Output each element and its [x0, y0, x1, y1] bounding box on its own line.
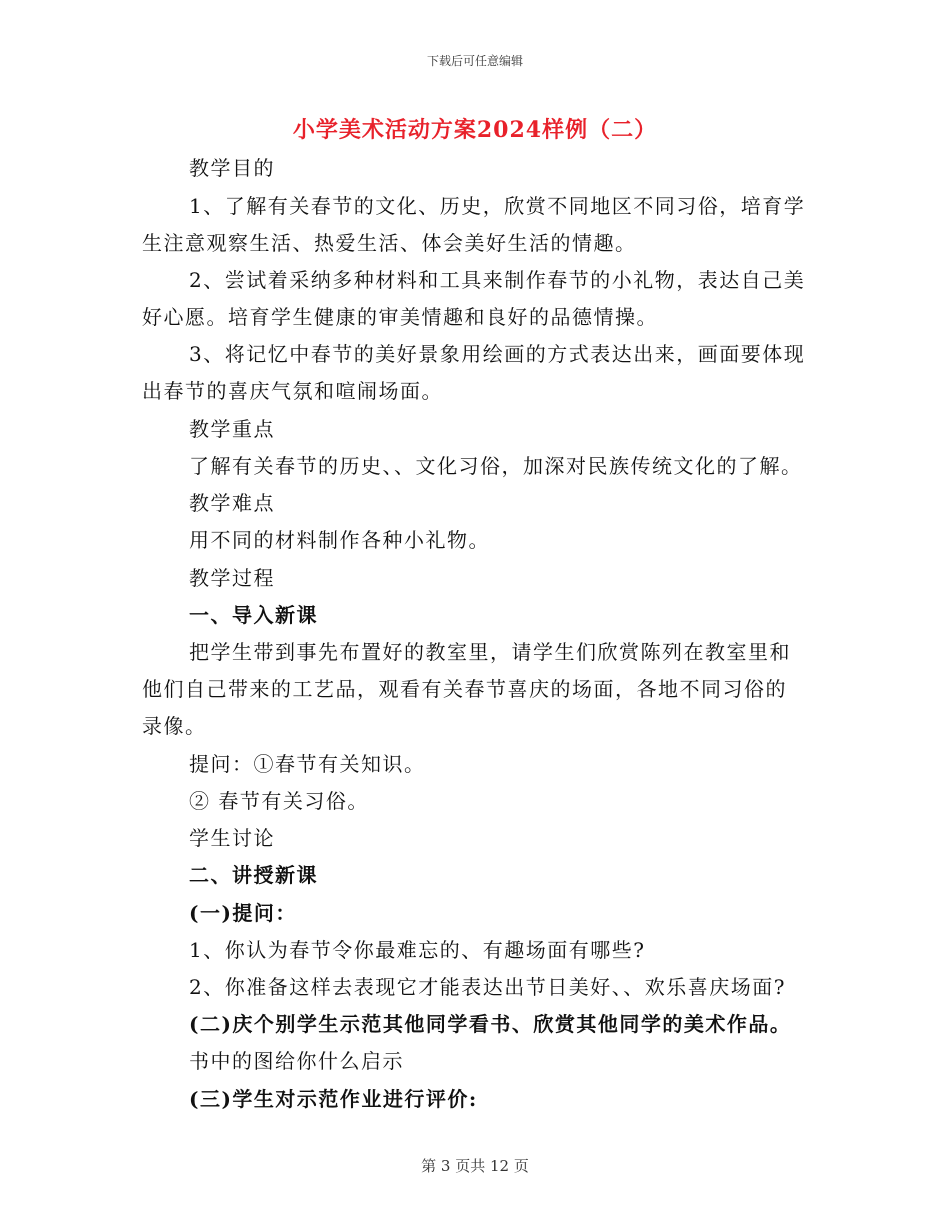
- paragraph-line: 录像。: [142, 714, 207, 738]
- paragraph-line: 2、尝试着采纳多种材料和工具来制作春节的小礼物，表达自己美: [189, 268, 806, 292]
- paragraph-line: 把学生带到事先布置好的教室里，请学生们欣赏陈列在教室里和: [189, 640, 791, 664]
- section-heading-lecture: 二、讲授新课: [189, 863, 318, 887]
- heading-difficulties: 教学难点: [189, 491, 275, 515]
- paragraph-line: 用不同的材料制作各种小礼物。: [189, 528, 490, 552]
- subsection-heading: (三)学生对示范作业进行评价:: [189, 1087, 478, 1111]
- paragraph-line: 3、将记忆中春节的美好景象用绘画的方式表达出来，画面要体现: [189, 342, 806, 366]
- page-footer: 第 3 页共 12 页: [421, 1157, 529, 1175]
- heading-process: 教学过程: [189, 566, 275, 590]
- paragraph-line: 他们自己带来的工艺品，观看有关春节喜庆的场面，各地不同习俗的: [142, 677, 787, 701]
- paragraph-line: ② 春节有关习俗。: [189, 789, 369, 813]
- paragraph-line: 生注意观察生活、热爱生活、体会美好生活的情趣。: [142, 231, 637, 255]
- paragraph-line: 好心愿。培育学生健康的审美情趣和良好的品德情操。: [142, 305, 658, 329]
- page-header: 下载后可任意编辑: [426, 54, 523, 68]
- paragraph-line: 2、你准备这样去表现它才能表达出节日美好、、欢乐喜庆场面?: [189, 975, 786, 999]
- paragraph-line: 了解有关春节的历史、、文化习俗，加深对民族传统文化的了解。: [189, 454, 803, 478]
- heading-teaching-goal: 教学目的: [189, 156, 275, 180]
- paragraph-line: 提问：①春节有关知识。: [189, 752, 426, 776]
- document-title: 小学美术活动方案2024样例（二）: [292, 117, 658, 143]
- paragraph-line: 1、了解有关春节的文化、历史，欣赏不同地区不同习俗，培育学: [189, 194, 806, 218]
- paragraph-line: 书中的图给你什么启示: [189, 1049, 404, 1073]
- section-heading-intro: 一、导入新课: [189, 603, 318, 627]
- subsection-heading: (一)提问：: [189, 901, 297, 925]
- paragraph-line: 出春节的喜庆气氛和喧闹场面。: [142, 379, 443, 403]
- subsection-heading: (二)庆个别学生示范其他同学看书、欣赏其他同学的美术作品。: [189, 1012, 792, 1036]
- paragraph-line: 1、你认为春节令你最难忘的、有趣场面有哪些?: [189, 938, 646, 962]
- paragraph-line: 学生讨论: [189, 826, 275, 850]
- heading-key-points: 教学重点: [189, 417, 275, 441]
